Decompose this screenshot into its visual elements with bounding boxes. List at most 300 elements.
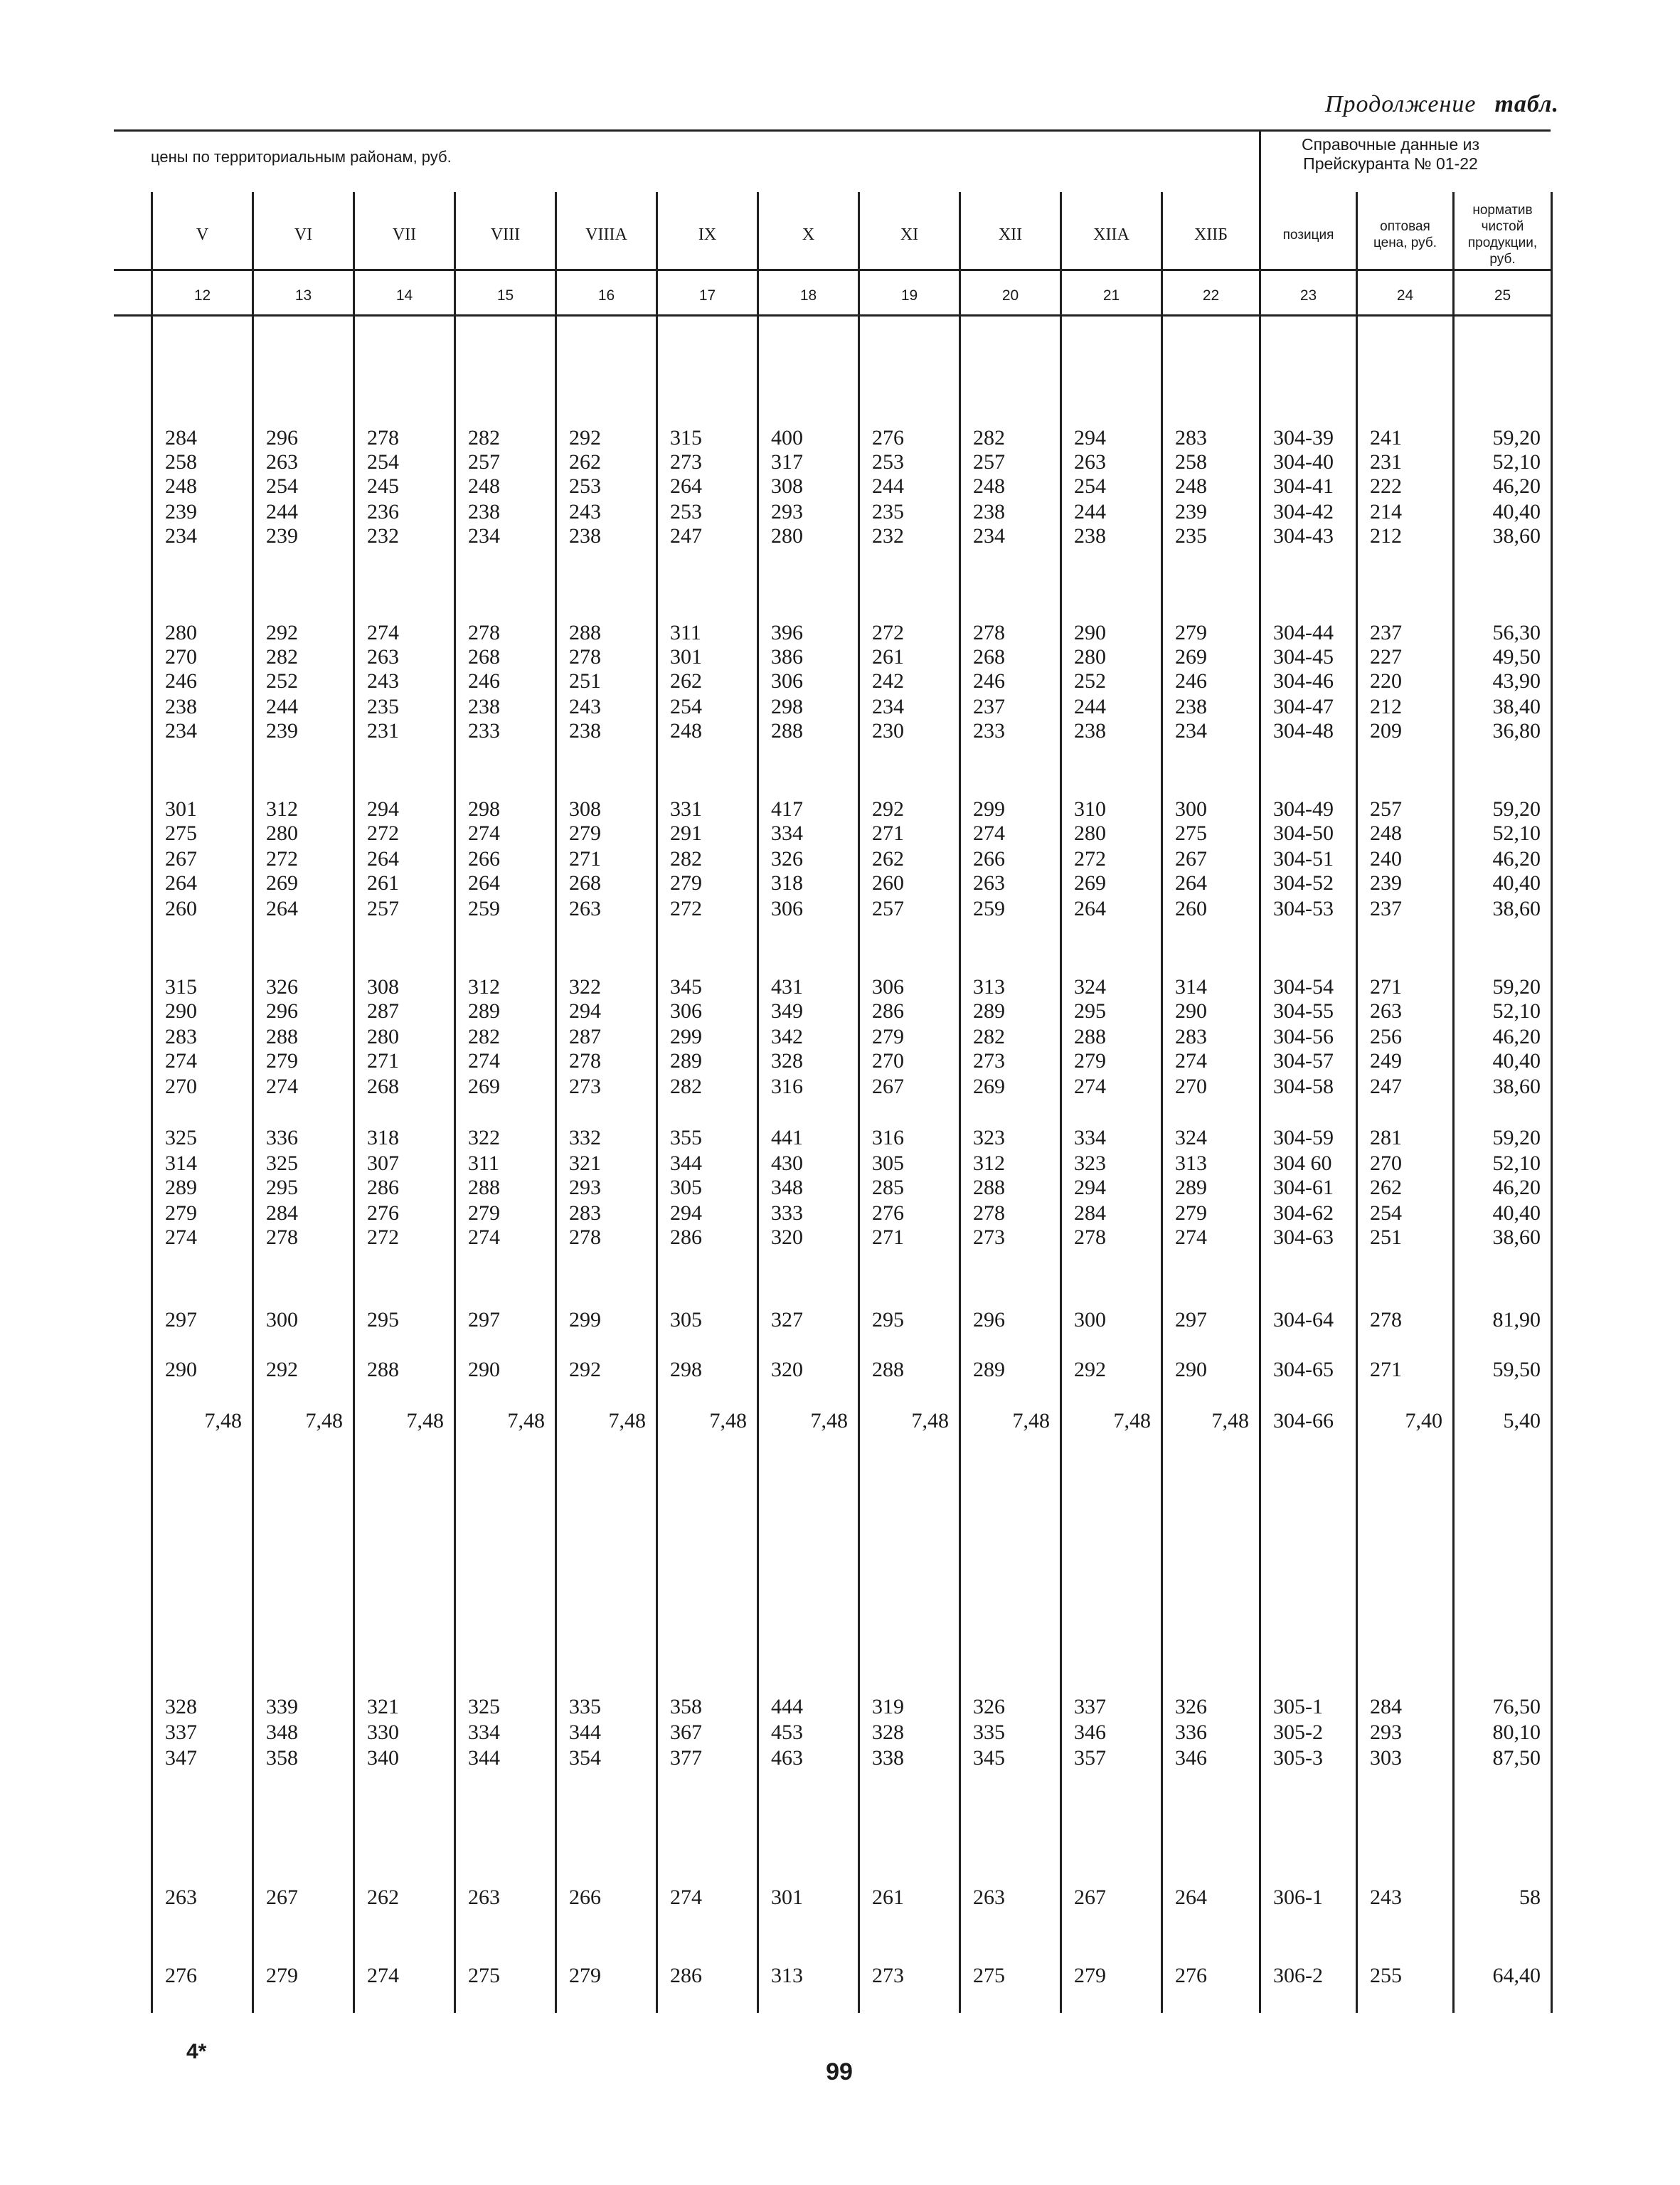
table-cell: 259 xyxy=(468,897,500,920)
table-cell: 328 xyxy=(771,1049,803,1073)
table-cell: 305-2 xyxy=(1273,1721,1323,1744)
table-cell: 263 xyxy=(973,871,1005,895)
table-cell: 326 xyxy=(771,847,803,871)
table-cell: 38,60 xyxy=(1492,1226,1541,1249)
table-cell: 56,30 xyxy=(1492,621,1541,644)
table-cell: 279 xyxy=(165,1201,197,1225)
table-cell: 276 xyxy=(872,426,904,450)
table-cell: 231 xyxy=(1370,450,1402,474)
table-cell: 273 xyxy=(670,450,702,474)
table-cell: 238 xyxy=(165,695,197,718)
table-cell: 280 xyxy=(165,621,197,644)
table-cell: 273 xyxy=(872,1964,904,1987)
table-cell: 243 xyxy=(1370,1886,1402,1909)
table-cell: 275 xyxy=(165,822,197,845)
table-cell: 453 xyxy=(771,1721,803,1744)
table-cell: 306 xyxy=(771,897,803,920)
column-header: X xyxy=(802,225,815,244)
table-rule-v xyxy=(252,192,254,2013)
table-cell: 318 xyxy=(367,1126,399,1149)
table-cell: 328 xyxy=(165,1695,197,1718)
column-number: 16 xyxy=(597,287,615,304)
table-cell: 327 xyxy=(771,1308,803,1331)
table-cell: 345 xyxy=(973,1746,1005,1770)
table-cell: 260 xyxy=(872,871,904,895)
continuation-tabl: табл. xyxy=(1494,91,1559,117)
table-cell: 304-47 xyxy=(1273,695,1334,718)
table-cell: 46,20 xyxy=(1492,1176,1541,1199)
table-cell: 333 xyxy=(771,1201,803,1225)
table-cell: 290 xyxy=(1175,1358,1207,1381)
table-cell: 271 xyxy=(1370,1358,1402,1381)
table-cell: 292 xyxy=(569,1358,601,1381)
table-cell: 321 xyxy=(367,1695,399,1718)
table-cell: 288 xyxy=(468,1176,500,1199)
table-cell: 260 xyxy=(1175,897,1207,920)
table-cell: 305-1 xyxy=(1273,1695,1323,1718)
table-cell: 222 xyxy=(1370,474,1402,498)
table-cell: 261 xyxy=(872,1886,904,1909)
table-cell: 251 xyxy=(1370,1226,1402,1249)
table-cell: 293 xyxy=(1370,1721,1402,1744)
table-cell: 212 xyxy=(1370,695,1402,718)
table-cell: 267 xyxy=(872,1075,904,1098)
table-cell: 289 xyxy=(973,999,1005,1023)
table-cell: 274 xyxy=(468,822,500,845)
table-cell: 304-40 xyxy=(1273,450,1334,474)
table-cell: 297 xyxy=(165,1308,197,1331)
table-cell: 52,10 xyxy=(1492,999,1541,1023)
table-cell: 335 xyxy=(569,1695,601,1718)
table-cell: 306 xyxy=(771,669,803,693)
table-cell: 322 xyxy=(569,975,601,999)
column-header: VIIIA xyxy=(585,225,627,244)
column-number: 21 xyxy=(1102,287,1120,304)
table-cell: 279 xyxy=(266,1049,298,1073)
table-cell: 334 xyxy=(771,822,803,845)
table-cell: 294 xyxy=(1074,1176,1106,1199)
table-cell: 64,40 xyxy=(1492,1964,1541,1987)
table-cell: 262 xyxy=(367,1886,399,1909)
table-cell: 258 xyxy=(165,450,197,474)
table-cell: 317 xyxy=(771,450,803,474)
table-cell: 282 xyxy=(670,1075,702,1098)
table-cell: 262 xyxy=(670,669,702,693)
table-cell: 238 xyxy=(1074,719,1106,743)
table-cell: 292 xyxy=(872,797,904,821)
table-cell: 279 xyxy=(1175,621,1207,644)
table-cell: 234 xyxy=(1175,719,1207,743)
table-cell: 254 xyxy=(670,695,702,718)
table-cell: 270 xyxy=(165,645,197,669)
table-cell: 346 xyxy=(1175,1746,1207,1770)
table-cell: 323 xyxy=(973,1126,1005,1149)
table-cell: 400 xyxy=(771,426,803,450)
table-cell: 235 xyxy=(1175,524,1207,548)
page-number: 99 xyxy=(826,2058,853,2085)
table-cell: 290 xyxy=(468,1358,500,1381)
table-cell: 259 xyxy=(973,897,1005,920)
table-cell: 270 xyxy=(1370,1152,1402,1175)
table-cell: 278 xyxy=(1074,1226,1106,1249)
table-cell: 299 xyxy=(973,797,1005,821)
table-cell: 246 xyxy=(1175,669,1207,693)
table-rule-v xyxy=(1060,192,1062,2013)
table-cell: 325 xyxy=(468,1695,500,1718)
table-cell: 289 xyxy=(973,1358,1005,1381)
table-rule-v xyxy=(353,192,355,2013)
table-cell: 270 xyxy=(165,1075,197,1098)
table-cell: 305 xyxy=(670,1308,702,1331)
table-cell: 244 xyxy=(1074,500,1106,523)
table-cell: 267 xyxy=(266,1886,298,1909)
table-cell: 227 xyxy=(1370,645,1402,669)
column-header: XI xyxy=(900,225,919,244)
table-cell: 262 xyxy=(1370,1176,1402,1199)
table-cell: 312 xyxy=(266,797,298,821)
table-cell: 40,40 xyxy=(1492,1201,1541,1225)
column-header: V xyxy=(196,225,209,244)
table-cell: 313 xyxy=(771,1964,803,1987)
table-cell: 339 xyxy=(266,1695,298,1718)
table-cell: 244 xyxy=(266,500,298,523)
table-cell: 279 xyxy=(569,1964,601,1987)
table-cell: 279 xyxy=(872,1025,904,1048)
table-cell: 355 xyxy=(670,1126,702,1149)
table-cell: 396 xyxy=(771,621,803,644)
table-cell: 246 xyxy=(468,669,500,693)
table-cell: 344 xyxy=(468,1746,500,1770)
table-cell: 271 xyxy=(1370,975,1402,999)
table-cell: 344 xyxy=(569,1721,601,1744)
table-cell: 304-52 xyxy=(1273,871,1334,895)
table-cell: 234 xyxy=(165,719,197,743)
table-cell: 80,10 xyxy=(1492,1721,1541,1744)
table-cell: 293 xyxy=(771,500,803,523)
table-cell: 76,50 xyxy=(1492,1695,1541,1718)
table-cell: 52,10 xyxy=(1492,450,1541,474)
table-cell: 269 xyxy=(973,1075,1005,1098)
table-cell: 214 xyxy=(1370,500,1402,523)
table-cell: 268 xyxy=(973,645,1005,669)
table-cell: 287 xyxy=(569,1025,601,1048)
table-cell: 281 xyxy=(1370,1126,1402,1149)
table-cell: 304-46 xyxy=(1273,669,1334,693)
table-cell: 289 xyxy=(468,999,500,1023)
table-cell: 247 xyxy=(1370,1075,1402,1098)
table-cell: 288 xyxy=(266,1025,298,1048)
table-cell: 40,40 xyxy=(1492,500,1541,523)
table-cell: 290 xyxy=(1074,621,1106,644)
table-cell: 336 xyxy=(266,1126,298,1149)
table-cell: 299 xyxy=(670,1025,702,1048)
table-cell: 321 xyxy=(569,1152,601,1175)
table-cell: 288 xyxy=(569,621,601,644)
table-cell: 347 xyxy=(165,1746,197,1770)
table-cell: 301 xyxy=(771,1886,803,1909)
table-cell: 314 xyxy=(1175,975,1207,999)
table-cell: 234 xyxy=(973,524,1005,548)
table-cell: 263 xyxy=(266,450,298,474)
table-cell: 244 xyxy=(872,474,904,498)
table-cell: 305 xyxy=(670,1176,702,1199)
table-rule-v xyxy=(656,192,658,2013)
table-cell: 243 xyxy=(367,669,399,693)
table-cell: 304-45 xyxy=(1273,645,1334,669)
table-cell: 301 xyxy=(165,797,197,821)
table-cell: 244 xyxy=(1074,695,1106,718)
table-cell: 248 xyxy=(1175,474,1207,498)
table-cell: 81,90 xyxy=(1492,1308,1541,1331)
table-cell: 253 xyxy=(670,500,702,523)
table-cell: 261 xyxy=(872,645,904,669)
table-cell: 280 xyxy=(1074,822,1106,845)
table-cell: 278 xyxy=(266,1226,298,1249)
table-cell: 304-58 xyxy=(1273,1075,1334,1098)
table-cell: 304-61 xyxy=(1273,1176,1334,1199)
table-cell: 282 xyxy=(266,645,298,669)
table-cell: 342 xyxy=(771,1025,803,1048)
table-cell: 314 xyxy=(165,1152,197,1175)
table-cell: 304-57 xyxy=(1273,1049,1334,1073)
table-cell: 59,20 xyxy=(1492,797,1541,821)
table-cell: 298 xyxy=(670,1358,702,1381)
table-cell: 271 xyxy=(569,847,601,871)
table-cell: 308 xyxy=(771,474,803,498)
table-cell: 7,48 xyxy=(1113,1409,1151,1432)
table-cell: 46,20 xyxy=(1492,847,1541,871)
table-cell: 274 xyxy=(367,621,399,644)
table-cell: 313 xyxy=(1175,1152,1207,1175)
table-cell: 254 xyxy=(367,450,399,474)
table-cell: 7,48 xyxy=(406,1409,444,1432)
table-cell: 264 xyxy=(468,871,500,895)
table-cell: 284 xyxy=(165,426,197,450)
table-cell: 311 xyxy=(468,1152,499,1175)
table-cell: 272 xyxy=(670,897,702,920)
table-cell: 301 xyxy=(670,645,702,669)
table-cell: 286 xyxy=(367,1176,399,1199)
table-cell: 264 xyxy=(367,847,399,871)
table-cell: 319 xyxy=(872,1695,904,1718)
table-cell: 272 xyxy=(266,847,298,871)
table-cell: 292 xyxy=(266,1358,298,1381)
footer-mark: 4* xyxy=(186,2040,207,2063)
table-cell: 266 xyxy=(973,847,1005,871)
table-cell: 234 xyxy=(872,695,904,718)
table-cell: 296 xyxy=(973,1308,1005,1331)
table-cell: 257 xyxy=(367,897,399,920)
table-cell: 275 xyxy=(1175,822,1207,845)
table-cell: 263 xyxy=(569,897,601,920)
table-cell: 286 xyxy=(872,999,904,1023)
table-cell: 257 xyxy=(468,450,500,474)
continuation-label: Продолжение xyxy=(1324,91,1477,117)
table-cell: 7,48 xyxy=(507,1409,545,1432)
table-cell: 236 xyxy=(367,500,399,523)
table-cell: 278 xyxy=(973,1201,1005,1225)
table-cell: 268 xyxy=(468,645,500,669)
table-cell: 307 xyxy=(367,1152,399,1175)
table-cell: 295 xyxy=(872,1308,904,1331)
table-cell: 276 xyxy=(165,1964,197,1987)
table-cell: 334 xyxy=(1074,1126,1106,1149)
column-header: норматив чистой продукции, руб. xyxy=(1467,203,1538,267)
table-cell: 263 xyxy=(973,1886,1005,1909)
table-cell: 304-51 xyxy=(1273,847,1334,871)
table-cell: 304-53 xyxy=(1273,897,1334,920)
table-cell: 266 xyxy=(569,1886,601,1909)
table-cell: 320 xyxy=(771,1358,803,1381)
table-cell: 7,48 xyxy=(305,1409,343,1432)
column-number: 19 xyxy=(900,287,918,304)
table-cell: 233 xyxy=(973,719,1005,743)
table-cell: 272 xyxy=(872,621,904,644)
table-cell: 290 xyxy=(165,999,197,1023)
table-cell: 304-64 xyxy=(1273,1308,1334,1331)
table-cell: 304-43 xyxy=(1273,524,1334,548)
column-header: оптовая цена, руб. xyxy=(1373,219,1437,250)
table-cell: 306-2 xyxy=(1273,1964,1323,1987)
table-cell: 288 xyxy=(872,1358,904,1381)
table-cell: 264 xyxy=(266,897,298,920)
table-cell: 280 xyxy=(771,524,803,548)
table-cell: 298 xyxy=(771,695,803,718)
table-cell: 238 xyxy=(569,524,601,548)
table-cell: 264 xyxy=(165,871,197,895)
table-cell: 290 xyxy=(165,1358,197,1381)
table-cell: 7,48 xyxy=(810,1409,848,1432)
column-header: VII xyxy=(392,225,417,244)
table-cell: 337 xyxy=(165,1721,197,1744)
table-cell: 303 xyxy=(1370,1746,1402,1770)
table-cell: 304-56 xyxy=(1273,1025,1334,1048)
table-cell: 238 xyxy=(569,719,601,743)
table-cell: 52,10 xyxy=(1492,1152,1541,1175)
table-cell: 431 xyxy=(771,975,803,999)
table-cell: 315 xyxy=(670,426,702,450)
table-cell: 304-59 xyxy=(1273,1126,1334,1149)
table-cell: 274 xyxy=(973,822,1005,845)
table-cell: 242 xyxy=(872,669,904,693)
table-cell: 283 xyxy=(1175,426,1207,450)
table-cell: 293 xyxy=(569,1176,601,1199)
table-cell: 280 xyxy=(266,822,298,845)
table-cell: 304-62 xyxy=(1273,1201,1334,1225)
table-cell: 324 xyxy=(1175,1126,1207,1149)
table-cell: 289 xyxy=(1175,1176,1207,1199)
table-cell: 345 xyxy=(670,975,702,999)
table-cell: 386 xyxy=(771,645,803,669)
table-cell: 262 xyxy=(872,847,904,871)
table-cell: 417 xyxy=(771,797,803,821)
table-cell: 248 xyxy=(165,474,197,498)
table-cell: 279 xyxy=(266,1964,298,1987)
table-cell: 7,48 xyxy=(911,1409,949,1432)
table-cell: 279 xyxy=(670,871,702,895)
table-cell: 300 xyxy=(266,1308,298,1331)
table-cell: 246 xyxy=(165,669,197,693)
table-cell: 304-48 xyxy=(1273,719,1334,743)
table-cell: 306 xyxy=(670,999,702,1023)
table-cell: 38,60 xyxy=(1492,1075,1541,1098)
table-cell: 248 xyxy=(973,474,1005,498)
table-cell: 316 xyxy=(872,1126,904,1149)
table-rule-h xyxy=(114,129,1551,132)
table-cell: 241 xyxy=(1370,426,1402,450)
table-cell: 283 xyxy=(1175,1025,1207,1048)
table-cell: 239 xyxy=(1370,871,1402,895)
table-cell: 257 xyxy=(1370,797,1402,821)
table-cell: 304-39 xyxy=(1273,426,1334,450)
table-cell: 286 xyxy=(670,1226,702,1249)
column-number: 25 xyxy=(1494,287,1511,304)
table-cell: 254 xyxy=(1370,1201,1402,1225)
table-cell: 248 xyxy=(670,719,702,743)
table-cell: 264 xyxy=(1074,897,1106,920)
table-cell: 463 xyxy=(771,1746,803,1770)
column-header: IX xyxy=(698,225,717,244)
table-cell: 276 xyxy=(872,1201,904,1225)
continuation-title xyxy=(1325,91,1559,118)
table-cell: 441 xyxy=(771,1126,803,1149)
table-cell: 274 xyxy=(165,1049,197,1073)
table-cell: 326 xyxy=(266,975,298,999)
table-cell: 279 xyxy=(1074,1964,1106,1987)
table-cell: 312 xyxy=(973,1152,1005,1175)
column-number: 24 xyxy=(1396,287,1414,304)
table-cell: 335 xyxy=(973,1721,1005,1744)
column-header: XIIA xyxy=(1093,225,1129,244)
table-cell: 59,20 xyxy=(1492,426,1541,450)
table-cell: 274 xyxy=(367,1964,399,1987)
table-cell: 267 xyxy=(165,847,197,871)
table-cell: 291 xyxy=(670,822,702,845)
table-cell: 348 xyxy=(266,1721,298,1744)
table-cell: 238 xyxy=(1074,524,1106,548)
table-cell: 275 xyxy=(973,1964,1005,1987)
table-cell: 304-66 xyxy=(1273,1409,1334,1432)
table-cell: 270 xyxy=(872,1049,904,1073)
column-header: VI xyxy=(294,225,313,244)
table-cell: 334 xyxy=(468,1721,500,1744)
table-cell: 254 xyxy=(1074,474,1106,498)
table-cell: 255 xyxy=(1370,1964,1402,1987)
table-cell: 315 xyxy=(165,975,197,999)
table-cell: 7,40 xyxy=(1405,1409,1442,1432)
table-cell: 296 xyxy=(266,426,298,450)
table-cell: 276 xyxy=(1175,1964,1207,1987)
table-cell: 58 xyxy=(1519,1886,1541,1909)
column-number: 12 xyxy=(193,287,211,304)
table-cell: 279 xyxy=(569,822,601,845)
table-cell: 269 xyxy=(468,1075,500,1098)
column-number: 23 xyxy=(1299,287,1317,304)
table-cell: 253 xyxy=(872,450,904,474)
table-cell: 332 xyxy=(569,1126,601,1149)
table-cell: 279 xyxy=(1175,1201,1207,1225)
table-cell: 308 xyxy=(569,797,601,821)
table-cell: 430 xyxy=(771,1152,803,1175)
table-rule-v xyxy=(1161,192,1163,2013)
table-cell: 279 xyxy=(1074,1049,1106,1073)
table-cell: 209 xyxy=(1370,719,1402,743)
column-number: 14 xyxy=(395,287,413,304)
table-cell: 288 xyxy=(973,1176,1005,1199)
table-cell: 234 xyxy=(165,524,197,548)
table-cell: 264 xyxy=(1175,871,1207,895)
table-cell: 273 xyxy=(569,1075,601,1098)
